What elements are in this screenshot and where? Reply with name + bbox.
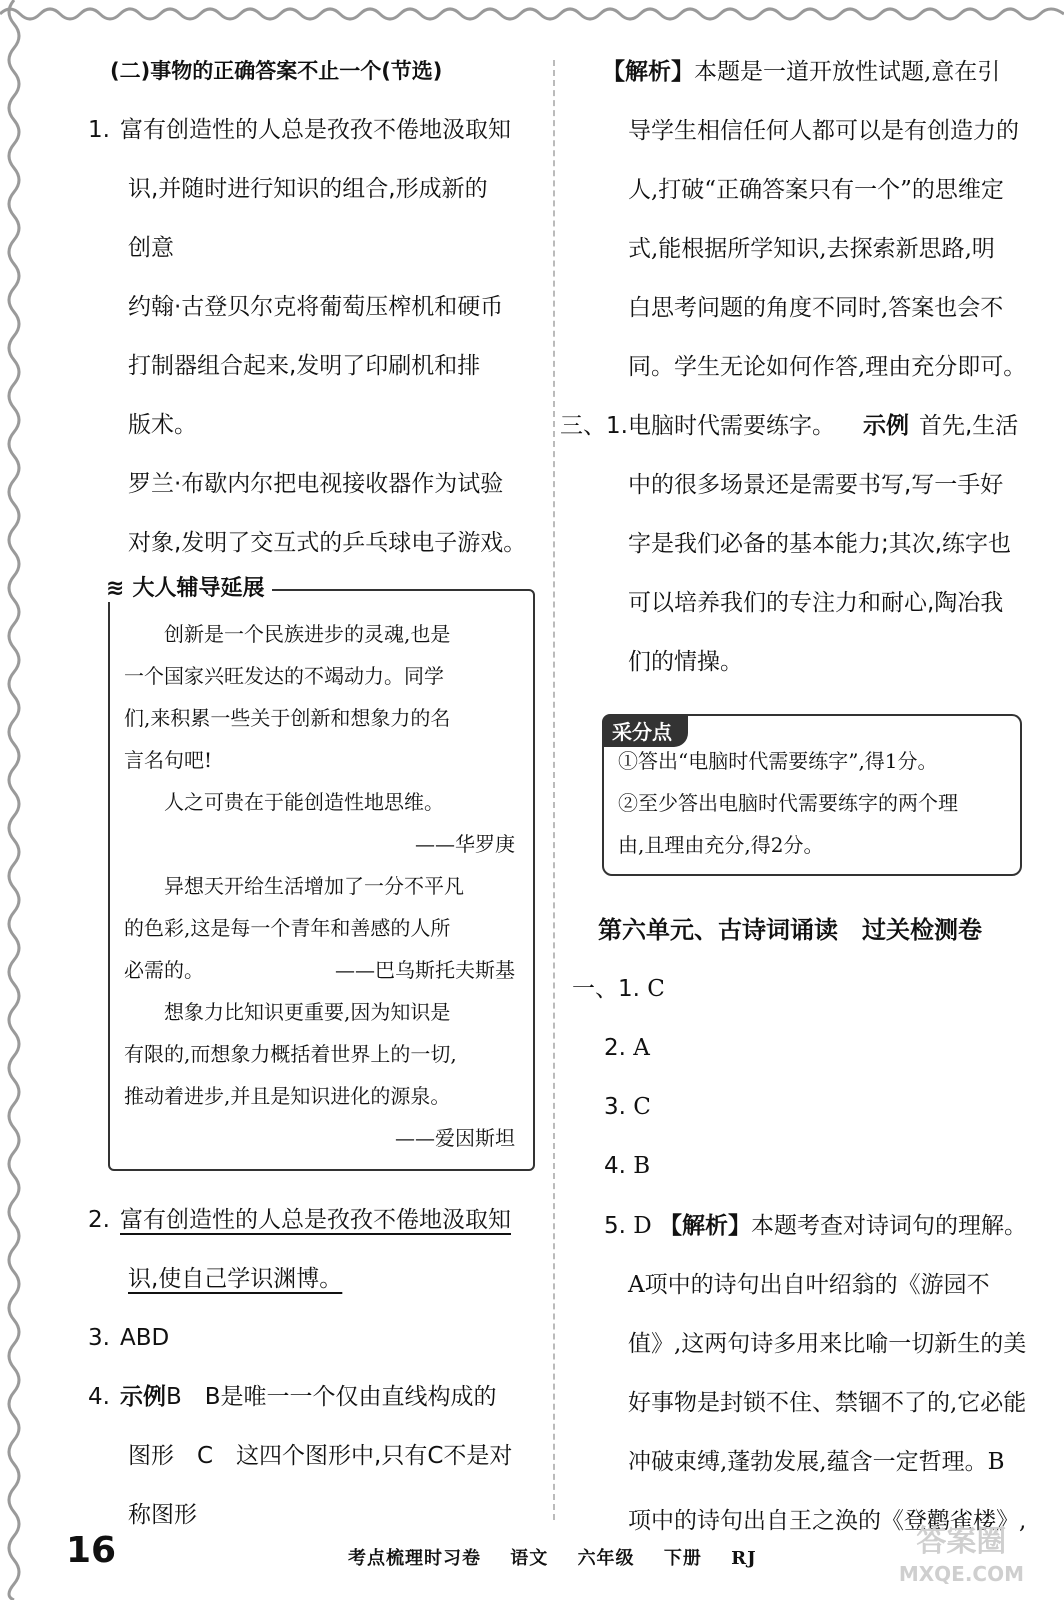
footer-book-info — [348, 1544, 779, 1570]
quote-text: 必需的。 — [124, 958, 204, 982]
answer-q2-line2 — [110, 1250, 535, 1309]
answer-3-1-line: 们的情操。 — [628, 649, 743, 675]
subject: 语文 — [510, 1548, 549, 1569]
book-title: 考点梳理时习卷 — [348, 1548, 481, 1569]
analysis-line: 同。学生无论如何作答,理由充分即可。 — [628, 354, 1027, 380]
answer-3-1-line: 可以培养我们的专注力和耐心,陶冶我 — [628, 590, 1004, 616]
quote-line: 的色彩,这是每一个青年和善感的人所 — [124, 916, 451, 940]
question-number: 三、1. — [560, 413, 628, 439]
answer-value: A — [633, 1035, 650, 1061]
answer-q3 — [88, 1309, 535, 1368]
analysis-text: 本题是一道开放性试题,意在引 — [694, 59, 1001, 85]
answer-q4-line2: 图形 C 这四个图形中,只有C不是对 — [128, 1443, 513, 1469]
mc-answer — [604, 1019, 1030, 1078]
quote-line: 异想天开给生活增加了一分不平凡 — [164, 874, 464, 898]
example1-line2: 打制器组合起来,发明了印刷机和排 — [128, 353, 481, 379]
quote-line: 想象力比知识更重要,因为知识是 — [164, 1000, 451, 1024]
analysis-line: 导学生相信任何人都可以是有创造力的 — [628, 118, 1019, 144]
box-intro-line: 们,来积累一些关于创新和想象力的名 — [124, 706, 451, 730]
answer-value: C — [633, 1094, 651, 1120]
analysis-line1 — [602, 42, 1030, 102]
quote-line: 有限的,而想象力概括着世界上的一切, — [124, 1042, 457, 1066]
box-intro-line: 创新是一个民族进步的灵魂,也是 — [164, 622, 451, 646]
left-column — [88, 42, 535, 1545]
analysis-label: 【解析】 — [602, 58, 694, 85]
analysis-line: 冲破束缚,蓬勃发展,蕴含一定哲理。B — [628, 1449, 1005, 1475]
question-number: 3. — [604, 1094, 626, 1120]
page-footer — [66, 1520, 1034, 1586]
extension-box — [106, 576, 535, 1171]
decorative-wavy-border-left — [0, 0, 26, 1600]
scoring-line: ②至少答出电脑时代需要练字的两个理 — [618, 791, 958, 815]
example-label: 示例 — [862, 413, 909, 439]
volume: 下册 — [663, 1548, 702, 1569]
edition: RJ — [731, 1548, 757, 1569]
answer-q2-line1 — [88, 1191, 535, 1250]
answer-text: 识,使自己学识渊博。 — [128, 1266, 343, 1292]
question-number: 4. — [88, 1384, 110, 1410]
answer-q1-line1 — [88, 101, 535, 160]
mc-answer — [572, 960, 1030, 1019]
watermark-url: MXQE.COM — [898, 1562, 1024, 1586]
example2-line1: 罗兰·布歇内尔把电视接收器作为试验 — [128, 471, 504, 497]
right-column — [560, 42, 1030, 1551]
extension-box-title — [98, 571, 272, 602]
quote-author: ——华罗庚 — [415, 832, 515, 856]
analysis-line: 白思考问题的角度不同时,答案也会不 — [628, 295, 1004, 321]
answer-value: D — [633, 1213, 652, 1239]
example1-line3: 版术。 — [128, 412, 197, 438]
decorative-wavy-border-top — [0, 0, 1064, 26]
question-number: 2. — [604, 1035, 626, 1061]
unit-title: 第六单元、古诗词诵读 过关检测卷 — [598, 916, 982, 944]
answer-value: C — [647, 976, 665, 1002]
analysis-line: 式,能根据所学知识,去探索新思路,明 — [628, 236, 995, 262]
waves-icon: ≋ — [106, 576, 125, 601]
example-label: 示例 — [120, 1384, 166, 1410]
analysis-label: 【解析】 — [659, 1212, 752, 1239]
answer-q4-line1 — [88, 1368, 535, 1427]
grade: 六年级 — [577, 1548, 635, 1569]
question-number: 1. — [88, 117, 110, 143]
answer-text: 电脑时代需要练字。 — [627, 413, 835, 439]
quote-author: ——爱因斯坦 — [395, 1126, 515, 1150]
box-intro-line: 一个国家兴旺发达的不竭动力。同学 — [124, 664, 444, 688]
passage-heading: (二)事物的正确答案不止一个(节选) — [110, 59, 443, 83]
answer-3-1-line: 中的很多场景还是需要书写,写一手好 — [628, 472, 1004, 498]
answer-text: 富有创造性的人总是孜孜不倦地汲取知 — [120, 117, 511, 143]
scoring-box — [602, 714, 1022, 876]
analysis-line: A项中的诗句出自叶绍翁的《游园不 — [628, 1272, 990, 1298]
example2-line2: 对象,发明了交互式的乒乓球电子游戏。 — [128, 530, 527, 556]
answer-text: ABD — [120, 1325, 170, 1351]
analysis-line: 值》,这两句诗多用来比喻一切新生的美 — [628, 1331, 1027, 1357]
quote-line: 人之可贵在于能创造性地思维。 — [164, 790, 444, 814]
answer-text: 首先,生活 — [918, 413, 1019, 439]
answer-q4-line3: 称图形 — [128, 1502, 197, 1528]
answer-value: B — [633, 1153, 651, 1179]
box-intro-line: 言名句吧! — [124, 748, 213, 772]
quote-author: ——巴乌斯托夫斯基 — [335, 958, 515, 982]
watermark — [899, 1526, 1024, 1590]
question-number: 3. — [88, 1325, 110, 1351]
answer-text: B B是唯一一个仅由直线构成的 — [166, 1384, 497, 1410]
column-divider — [553, 60, 555, 1520]
question-number: 5. — [604, 1213, 626, 1239]
scoring-tag: 采分点 — [602, 714, 688, 747]
answer-q1-line3: 创意 — [128, 235, 174, 261]
answer-text: 富有创造性的人总是孜孜不倦地汲取知 — [120, 1207, 511, 1233]
mc-answer — [604, 1137, 1030, 1196]
extension-title-text: 大人辅导延展 — [132, 576, 265, 601]
scoring-line: 由,且理由充分,得2分。 — [618, 833, 824, 857]
quote-line: 推动着进步,并且是知识进化的源泉。 — [124, 1084, 451, 1108]
answer-3-1-line1 — [560, 397, 1030, 456]
question-number: 一、1. — [572, 976, 640, 1002]
example1-line1: 约翰·古登贝尔克将葡萄压榨机和硬币 — [128, 294, 504, 320]
answer-q1-line2: 识,并随时进行知识的组合,形成新的 — [128, 176, 488, 202]
scoring-line: ①答出“电脑时代需要练字”,得1分。 — [618, 749, 938, 773]
analysis-line: 人,打破“正确答案只有一个”的思维定 — [628, 177, 1004, 203]
analysis-line: 项中的诗句出自王之涣的《登鹳雀楼》, — [628, 1508, 1027, 1534]
watermark-text: 答案圈 — [916, 1524, 1007, 1559]
page-number: 16 — [66, 1530, 117, 1571]
question-number: 2. — [88, 1207, 110, 1233]
analysis-line: 好事物是封锁不住、禁锢不了的,它必能 — [628, 1390, 1027, 1416]
mc-answer — [604, 1078, 1030, 1137]
answer-3-1-line: 字是我们必备的基本能力;其次,练字也 — [628, 531, 1012, 557]
quote-last-line — [124, 949, 519, 991]
analysis-text: 本题考查对诗词句的理解。 — [751, 1213, 1028, 1239]
answer-5-line1 — [604, 1196, 1030, 1256]
question-number: 4. — [604, 1153, 626, 1179]
